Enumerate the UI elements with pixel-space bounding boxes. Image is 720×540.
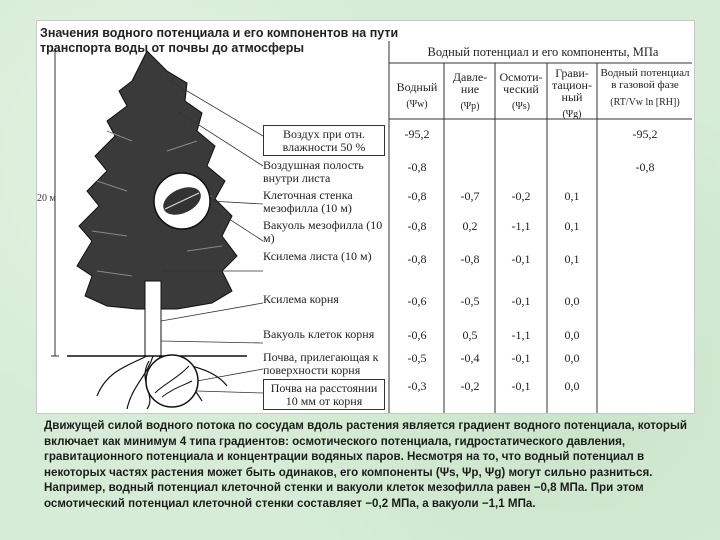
cell-value: 0,5 (462, 328, 478, 342)
cell-value: -95,2 (632, 127, 658, 141)
cell-value: 0,1 (564, 252, 580, 266)
cell-value: -0,5 (407, 351, 427, 365)
cell-value: 0,0 (564, 328, 580, 342)
cell-value: 0,0 (564, 379, 580, 393)
cell-value: -0,2 (460, 379, 480, 393)
column-symbol: (RT/Vw ln [RH]) (610, 97, 680, 108)
cell-value: -1,1 (511, 328, 531, 342)
cell-value: -0,1 (511, 351, 531, 365)
cell-value: -1,1 (511, 219, 531, 233)
tree-height-label: 20 м (37, 193, 56, 204)
row-label-air: Воздух при отн. влажности 50 % (263, 125, 385, 156)
cell-value: -0,3 (407, 379, 427, 393)
row-label-mesophyll-vacuole: Вакуоль мезофилла (10 м) (263, 218, 383, 245)
cell-value: -0,8 (460, 252, 480, 266)
row-label-soil-adjacent: Почва, прилегающая к поверхности корня (263, 350, 379, 377)
cell-value: -0,8 (407, 189, 427, 203)
cell-value: -0,8 (635, 160, 655, 174)
cell-value: -0,7 (460, 189, 480, 203)
cell-value: -0,8 (407, 160, 427, 174)
row-label-root-vacuole: Вакуоль клеток корня (263, 327, 375, 341)
cell-value: -0,4 (460, 351, 480, 365)
column-header-gas-phase (599, 67, 691, 109)
slide-title: Значения водного потенциала и его компонентов на пути транспорта воды от почвы до атмосферы (40, 26, 399, 55)
column-name: Водный (396, 80, 438, 94)
cell-value: -0,6 (407, 294, 427, 308)
cell-value: 0,1 (564, 219, 580, 233)
row-label-soil-10mm: Почва на расстоянии 10 мм от корня (263, 379, 385, 410)
column-name: Осмоти-ческий (499, 70, 543, 96)
cell-value: 0,0 (564, 351, 580, 365)
description-text: Движущей силой водного потока по сосудам вдоль растения является градиент водного потенциала, который включает как минимум 4 типа градиентов: осмотического потенциала, гидростатического давления, гравитационного потенциала и концентрации водяных паров. Несмотря на то, что водный потенциал в некоторых частях растения может быть одинаков, его компоненты (Ψs, Ψp, Ψg) могут сильно разниться. Например, водный потенциал клеточной стенки и вакуоли клеток мезофилла равен −0,8 МПа. При этом осмотический потенциал клеточной стенки составляет −0,2 МПа, а вакуоли −1,1 МПа. (44, 419, 687, 510)
column-name: Грави-тацион-ный (552, 66, 592, 104)
column-header-gravitational (548, 67, 596, 121)
cell-value: -0,8 (407, 219, 427, 233)
column-header-pressure (446, 71, 494, 113)
cell-value: -0,1 (511, 294, 531, 308)
column-name: Водный потенциал в газовой фазе (600, 67, 690, 91)
cell-value: -95,2 (404, 127, 430, 141)
table-header: Водный потенциал и его компоненты, МПа (427, 45, 659, 59)
column-symbol: (Ψs) (512, 101, 530, 112)
row-label-mesophyll-wall: Клеточная стенка мезофилла (10 м) (263, 188, 353, 215)
diagram-panel (36, 20, 695, 414)
cell-value: -0,1 (511, 252, 531, 266)
cell-value: -0,2 (511, 189, 531, 203)
column-header-water (392, 81, 442, 111)
cell-value: 0,1 (564, 189, 580, 203)
row-label-root-xylem: Ксилема корня (263, 292, 339, 306)
column-symbol: (Ψw) (406, 99, 428, 110)
row-label-leaf-air-space: Воздушная полость внутри листа (263, 158, 364, 185)
row-label-leaf-xylem: Ксилема листа (10 м) (263, 249, 372, 263)
column-name: Давле-ние (452, 70, 488, 96)
cell-value: -0,8 (407, 252, 427, 266)
cell-value: 0,2 (462, 219, 478, 233)
column-header-osmotic (497, 71, 545, 113)
column-symbol: (Ψg) (562, 109, 582, 120)
cell-value: 0,0 (564, 294, 580, 308)
column-symbol: (Ψp) (460, 101, 480, 112)
cell-value: -0,5 (460, 294, 480, 308)
cell-value: -0,6 (407, 328, 427, 342)
cell-value: -0,1 (511, 379, 531, 393)
